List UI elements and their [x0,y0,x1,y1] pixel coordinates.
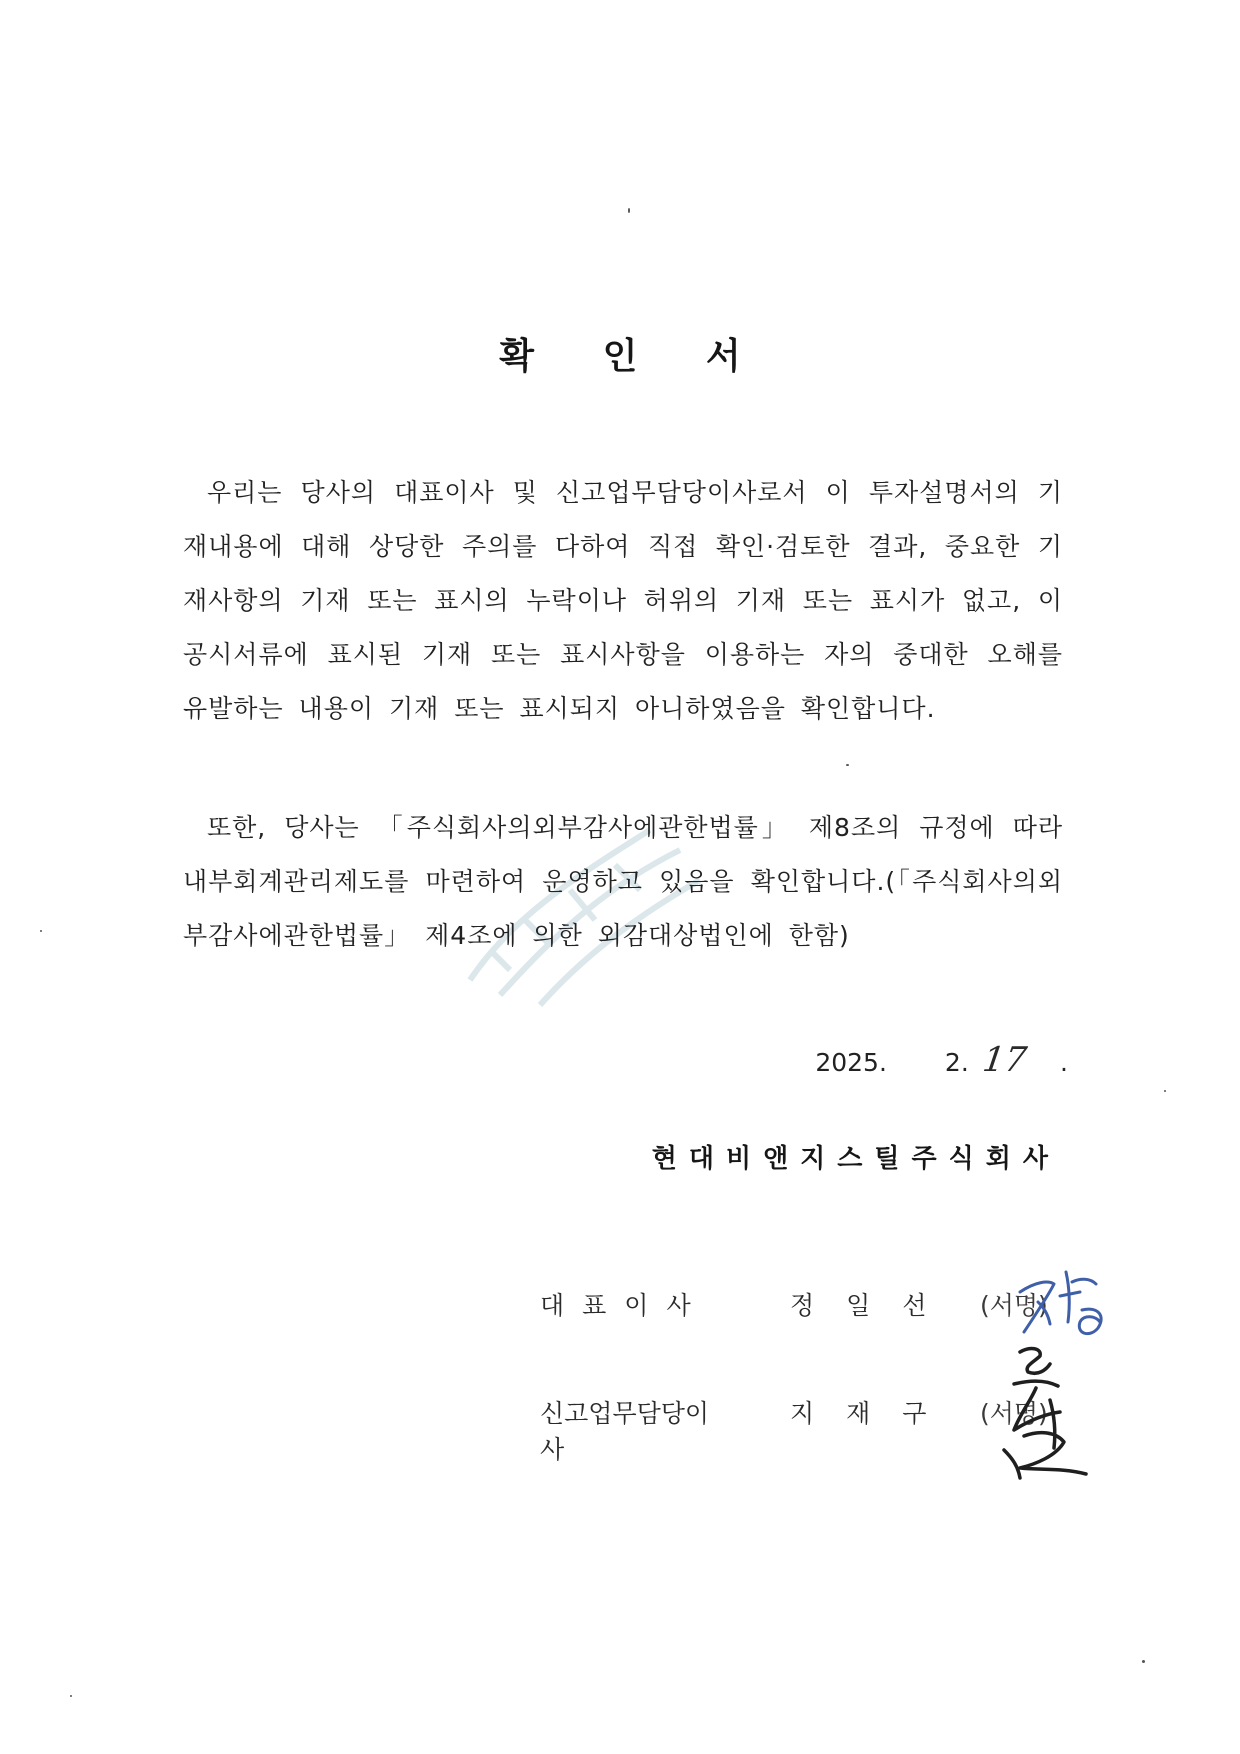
signer-name: 정일선 [790,1291,959,1320]
signer-ceo [540,1286,1060,1326]
document-title: 확 인 서 [499,336,769,377]
confirmation-paragraph: 우리는 당사의 대표이사 및 신고업무담당이사로서 이 투자설명서의 기재내용에 대해 상당한 주의를 다하여 직접 확인·검토한 결과, 중요한 기재사항의 기재 또는 표시의 누락이나 허위의 기재 또는 표시가 없고, 이 공시서류에 표시된 기재 또는 표시사항을 이용하는 자의 중대한 오해를 유발하는 내용이 기재 또는 표시되지 아니하였음을 확인합니다. [183,478,1063,723]
scan-speck [40,930,42,932]
scan-speck [1164,1090,1166,1092]
signer-disclosure-officer [540,1394,1060,1464]
date-month: 2. [944,1048,969,1077]
scan-speck [70,1695,72,1697]
scan-speck [1142,1660,1145,1663]
date-day-handwritten: 17 [979,1040,1029,1080]
internal-control-paragraph: 또한, 당사는 「주식회사의외부감사에관한법률」 제8조의 규정에 따라 내부회계관리제도를 마련하여 운영하고 있음을 확인합니다.(「주식회사의외부감사에관한법률」 제4조에 의한 외감대상법인에 한함) [183,813,1063,950]
document-date [815,1040,1068,1080]
signer-name: 지재구 [790,1399,959,1428]
signature-label: (서명) [980,1291,1048,1320]
scan-speck [628,208,630,213]
company-name: 현대비앤지스틸주식회사 [651,1144,1060,1174]
signer-role: 대표이사 [540,1291,709,1320]
date-year: 2025. [815,1048,887,1077]
signature-label: (서명) [980,1399,1048,1428]
scan-speck [846,764,849,766]
signer-role: 신고업무담당이사 [540,1399,710,1464]
date-end: . [1060,1048,1068,1077]
